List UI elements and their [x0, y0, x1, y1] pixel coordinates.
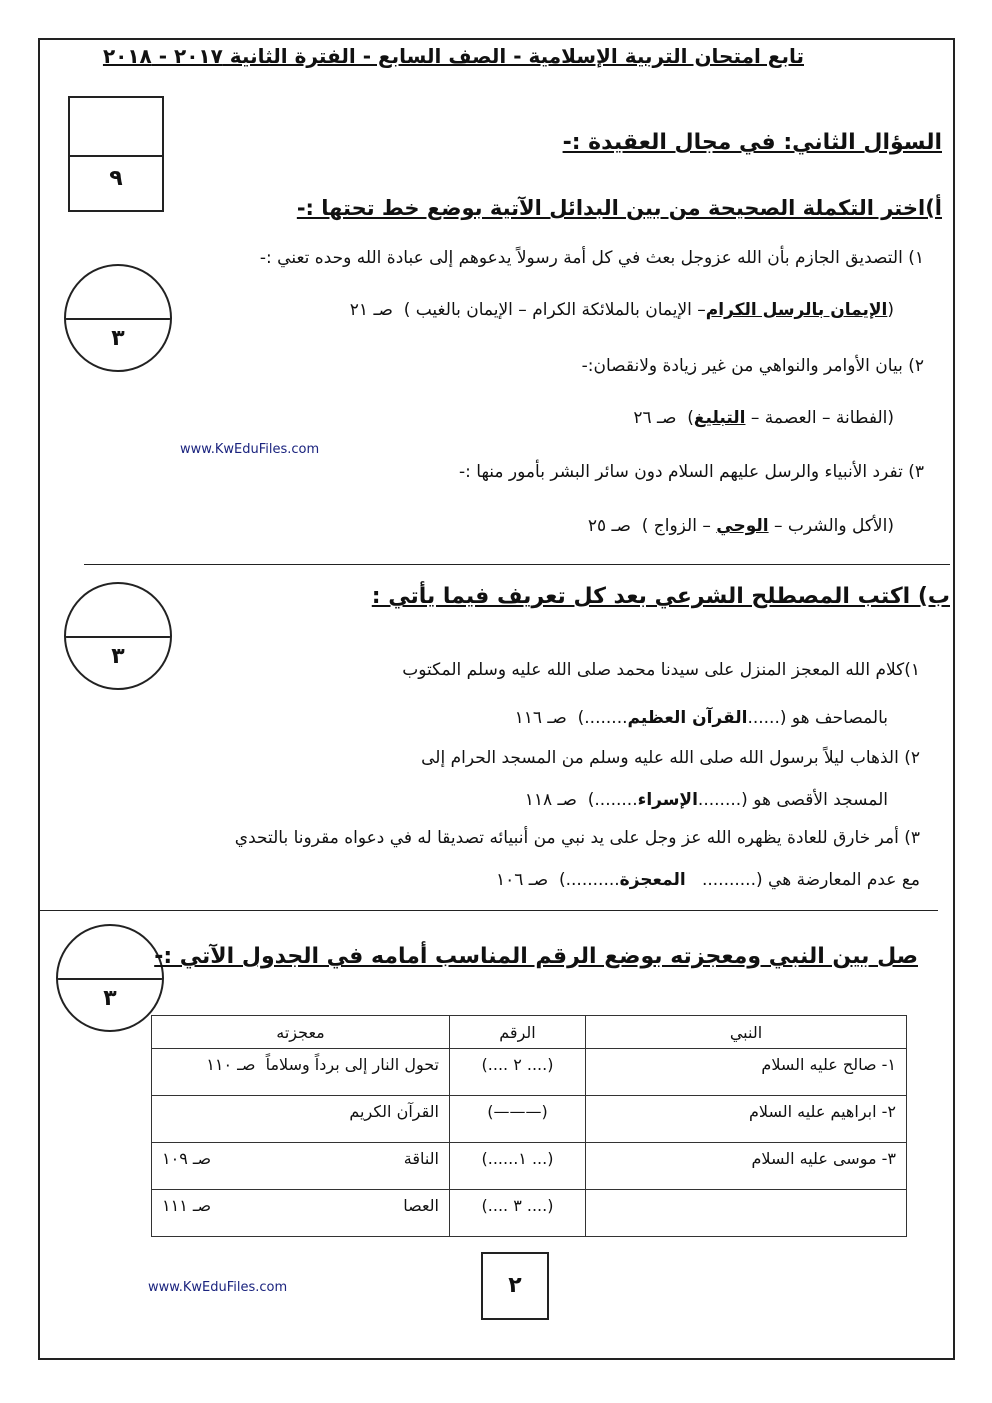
part-b-q1-line1: ١)كلام الله المعجز المنزل على سيدنا محمد صلى الله عليه وسلم المكتوب — [402, 660, 920, 680]
part-b-q3-answer: المعجزة — [619, 870, 686, 890]
part-a-q2-stem: ٢) بيان الأوامر والنواهي من غير زيادة ولانقصان:- — [581, 356, 924, 376]
number-cell[interactable]: (... ١......) — [450, 1143, 586, 1190]
question-title: السؤال الثاني: في مجال العقيدة :- — [562, 130, 942, 155]
table-row — [152, 1096, 907, 1143]
prophet-cell: ٣- موسى عليه السلام — [586, 1143, 907, 1190]
part-b-q3-line1: ٣) أمر خارق للعادة يظهره الله عز وجل على يد نبي من أنبيائه تصديقا له في دعواه مقرونا بالتحدي — [234, 828, 920, 848]
prophet-cell: ٢- ابراهيم عليه السلام — [586, 1096, 907, 1143]
part-a-q1-answer: الإيمان بالرسل الكرام — [705, 300, 888, 320]
part-a-score: ٣ — [111, 326, 125, 351]
watermark-url: www.KwEduFiles.com — [180, 442, 320, 457]
part-a-q2-answer: التبليغ — [693, 408, 746, 428]
divider — [40, 910, 938, 911]
number-cell[interactable]: (.... ٣ ....) — [450, 1190, 586, 1237]
section-score: ٩ — [109, 166, 123, 191]
prophet-cell — [586, 1190, 907, 1237]
section-score-box — [68, 96, 164, 212]
table-header-row — [152, 1016, 907, 1049]
part-b-q2-line1: ٢) الذهاب ليلاً برسول الله صلى الله عليه وسلم من المسجد الحرام إلى — [421, 748, 920, 768]
miracle-cell: الناقة صـ ١٠٩ — [152, 1143, 450, 1190]
table-row — [152, 1143, 907, 1190]
part-b-q1-line2: بالمصاحف هو (......القرآن العظيم........) صـ ١١٦ — [514, 708, 888, 728]
number-cell[interactable]: (———) — [450, 1096, 586, 1143]
part-b-score: ٣ — [111, 644, 125, 669]
part-c-instruction: صل بين النبي ومعجزته بوضع الرقم المناسب أمامه في الجدول الآتي :- — [154, 944, 918, 969]
header-prophet: النبي — [586, 1016, 907, 1049]
part-b-q3-line2: مع عدم المعارضة هي (.......... المعجزة..........) صـ ١٠٦ — [495, 870, 920, 890]
divider — [84, 564, 950, 565]
table-row — [152, 1049, 907, 1096]
part-a-instruction: أ)اختر التكملة الصحيحة من بين البدائل الآتية بوضع خط تحتها :- — [296, 196, 942, 220]
header-number: الرقم — [450, 1016, 586, 1049]
table-row — [152, 1190, 907, 1237]
miracle-cell: تحول النار إلى برداً وسلاماً صـ ١١٠ — [152, 1049, 450, 1096]
part-c-score-circle — [56, 924, 164, 1032]
part-a-q3-stem: ٣) تفرد الأنبياء والرسل عليهم السلام دون سائر البشر بأمور منها :- — [459, 462, 924, 482]
number-cell[interactable]: (.... ٢ ....) — [450, 1049, 586, 1096]
part-a-score-circle — [64, 264, 172, 372]
part-b-q2-line2: المسجد الأقصى هو (........الإسراء........) صـ ١١٨ — [524, 790, 888, 810]
part-c-score: ٣ — [103, 986, 117, 1011]
page-number: ٢ — [481, 1252, 549, 1320]
part-a-q1-stem: ١) التصديق الجازم بأن الله عزوجل بعث في كل أمة رسولاً يدعوهم إلى عبادة الله وحده تعني :- — [259, 248, 924, 268]
header-miracle: معجزته — [152, 1016, 450, 1049]
part-a-q2-options: (الفطانة – العصمة – التبليغ) صـ ٢٦ — [633, 408, 894, 428]
part-a-q3-options: (الأكل والشرب – الوحي – الزواج ) صـ ٢٥ — [587, 516, 894, 536]
part-a-q3-answer: الوحي — [716, 516, 769, 536]
page-title: تابع امتحان التربية الإسلامية - الصف السابع - الفترة الثانية ٢٠١٧ - ٢٠١٨ — [102, 44, 804, 68]
miracle-cell: القرآن الكريم — [152, 1096, 450, 1143]
part-b-q2-answer: الإسراء — [637, 790, 698, 810]
part-b-q1-answer: القرآن العظيم — [627, 708, 748, 728]
watermark-url: www.KwEduFiles.com — [148, 1280, 288, 1295]
prophet-cell: ١- صالح عليه السلام — [586, 1049, 907, 1096]
miracle-cell: العصا صـ ١١١ — [152, 1190, 450, 1237]
part-b-instruction: ب) اكتب المصطلح الشرعي بعد كل تعريف فيما يأتي : — [371, 584, 950, 609]
part-b-score-circle — [64, 582, 172, 690]
part-a-q1-options: (الإيمان بالرسل الكرام– الإيمان بالملائكة الكرام – الإيمان بالغيب ) صـ ٢١ — [349, 300, 894, 320]
matching-table — [151, 1015, 907, 1237]
